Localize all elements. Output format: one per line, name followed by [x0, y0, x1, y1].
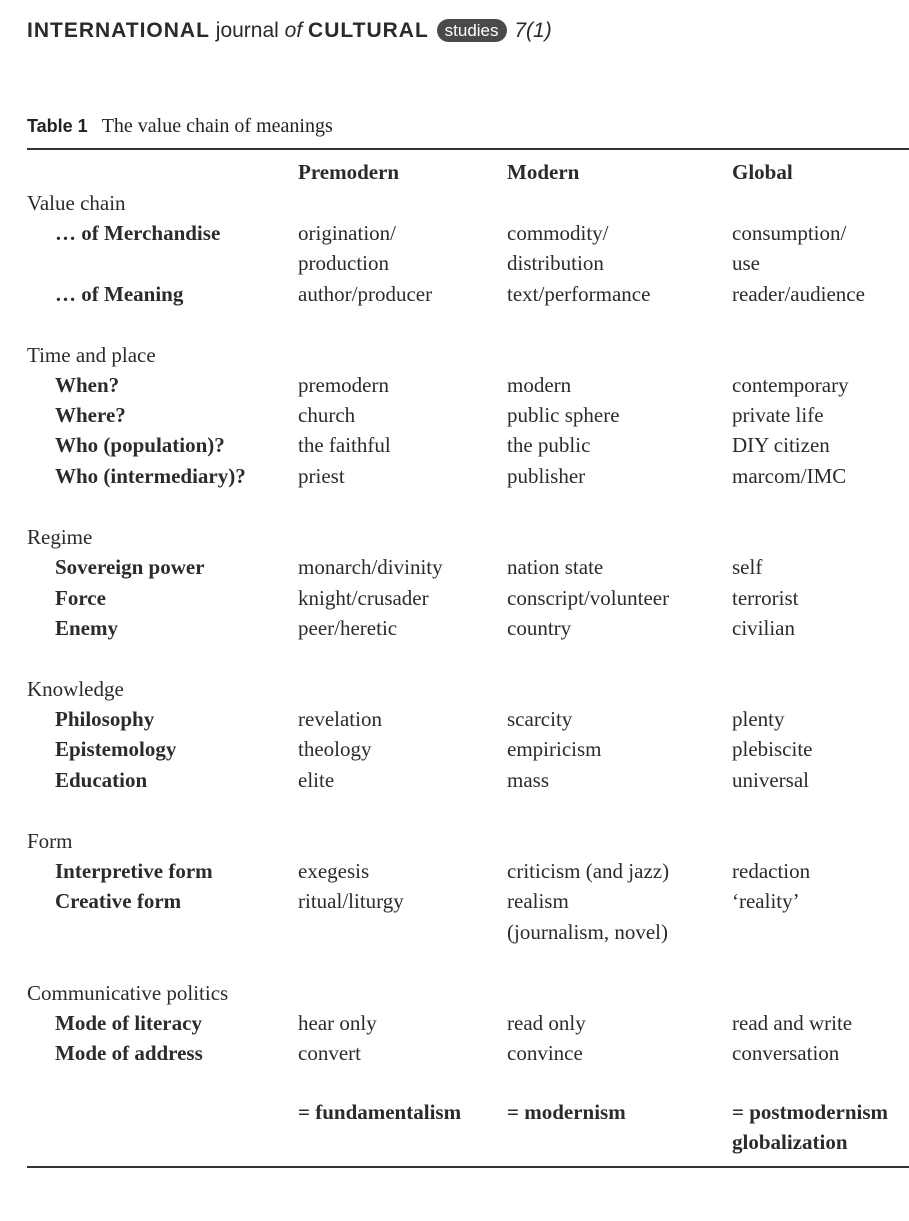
row-label: Philosophy — [55, 707, 155, 731]
table-cell: exegesis — [298, 859, 370, 883]
table-cell: read only — [507, 1011, 586, 1035]
issue-number: 7(1) — [514, 19, 552, 42]
table-cell: text/performance — [507, 282, 651, 306]
table-cell: ritual/liturgy — [298, 889, 404, 913]
journal-word-cultural: CULTURAL — [308, 19, 429, 42]
section-title: Knowledge — [27, 677, 124, 701]
table-cell: self — [732, 555, 763, 579]
summary-cell-global-line2: globalization — [732, 1130, 848, 1154]
table-cell: consumption/ — [732, 221, 847, 245]
table-cell: private life — [732, 403, 824, 427]
table-cell: conversation — [732, 1041, 840, 1065]
table-bottom-rule — [27, 1166, 909, 1168]
table-cell: the faithful — [298, 433, 391, 457]
table-cell: the public — [507, 433, 591, 457]
table-cell: hear only — [298, 1011, 377, 1035]
table-cell: country — [507, 616, 572, 640]
section-title: Form — [27, 829, 73, 853]
table-cell: realism — [507, 889, 569, 913]
column-header-modern: Modern — [507, 160, 580, 184]
row-label: … of Merchandise — [55, 221, 221, 245]
column-header-global: Global — [732, 160, 793, 184]
table-cell: reader/audience — [732, 282, 865, 306]
row-label: Who (intermediary)? — [55, 464, 246, 488]
row-label: When? — [55, 373, 120, 397]
row-label: Mode of address — [55, 1041, 203, 1065]
table-cell: production — [298, 251, 389, 275]
table-cell: monarch/divinity — [298, 555, 443, 579]
table-cell: distribution — [507, 251, 604, 275]
journal-word-of: of — [284, 19, 303, 42]
table-cell: empiricism — [507, 737, 602, 761]
studies-badge: studies — [437, 19, 507, 42]
table-cell: public sphere — [507, 403, 620, 427]
table-cell: criticism (and jazz) — [507, 859, 670, 883]
table-cell: ‘reality’ — [732, 889, 800, 913]
running-header — [27, 17, 552, 45]
table-cell: mass — [507, 768, 549, 792]
section-title: Regime — [27, 525, 93, 549]
row-label: Who (population)? — [55, 433, 225, 457]
row-label: Force — [55, 586, 106, 610]
table-cell: universal — [732, 768, 809, 792]
table-cell: premodern — [298, 373, 389, 397]
row-label: Where? — [55, 403, 126, 427]
table-label: Table 1 — [27, 116, 88, 136]
table-cell: civilian — [732, 616, 795, 640]
table-title: The value chain of meanings — [101, 115, 333, 137]
column-header-premodern: Premodern — [298, 160, 400, 184]
row-label: Enemy — [55, 616, 118, 640]
section-title: Time and place — [27, 343, 156, 367]
journal-word-international: INTERNATIONAL — [27, 19, 210, 42]
section-title: Value chain — [27, 191, 126, 215]
table-cell: revelation — [298, 707, 382, 731]
table-cell: plebiscite — [732, 737, 813, 761]
table-cell: convince — [507, 1041, 583, 1065]
summary-cell-modern: = modernism — [507, 1100, 626, 1124]
table-top-rule — [27, 148, 909, 150]
table-cell: origination/ — [298, 221, 396, 245]
table-cell: terrorist — [732, 586, 799, 610]
table-cell: read and write — [732, 1011, 853, 1035]
table-cell: redaction — [732, 859, 811, 883]
table-cell: knight/crusader — [298, 586, 429, 610]
table-cell: scarcity — [507, 707, 573, 731]
table-cell: peer/heretic — [298, 616, 398, 640]
section-title: Communicative politics — [27, 981, 229, 1005]
table-cell: plenty — [732, 707, 785, 731]
table-cell: elite — [298, 768, 335, 792]
summary-cell-global: = postmodernism — [732, 1100, 889, 1124]
table-cell: church — [298, 403, 356, 427]
row-label: … of Meaning — [55, 282, 184, 306]
table-cell: commodity/ — [507, 221, 609, 245]
table-cell: modern — [507, 373, 572, 397]
row-label: Interpretive form — [55, 859, 213, 883]
table-cell: publisher — [507, 464, 586, 488]
table-cell: convert — [298, 1041, 361, 1065]
journal-word-journal: journal — [215, 19, 279, 42]
table-cell: priest — [298, 464, 345, 488]
table-cell: DIY citizen — [732, 433, 830, 457]
table-cell: conscript/volunteer — [507, 586, 670, 610]
table-cell: (journalism, novel) — [507, 920, 668, 944]
row-label: Epistemology — [55, 737, 177, 761]
table-cell: marcom/IMC — [732, 464, 847, 488]
summary-cell-premodern: = fundamentalism — [298, 1100, 462, 1124]
row-label: Education — [55, 768, 148, 792]
table-caption — [27, 113, 333, 139]
row-label: Creative form — [55, 889, 182, 913]
table-cell: use — [732, 251, 760, 275]
table-cell: nation state — [507, 555, 604, 579]
table-cell: contemporary — [732, 373, 849, 397]
table-cell: author/producer — [298, 282, 433, 306]
row-label: Mode of literacy — [55, 1011, 202, 1035]
table-cell: theology — [298, 737, 372, 761]
row-label: Sovereign power — [55, 555, 205, 579]
